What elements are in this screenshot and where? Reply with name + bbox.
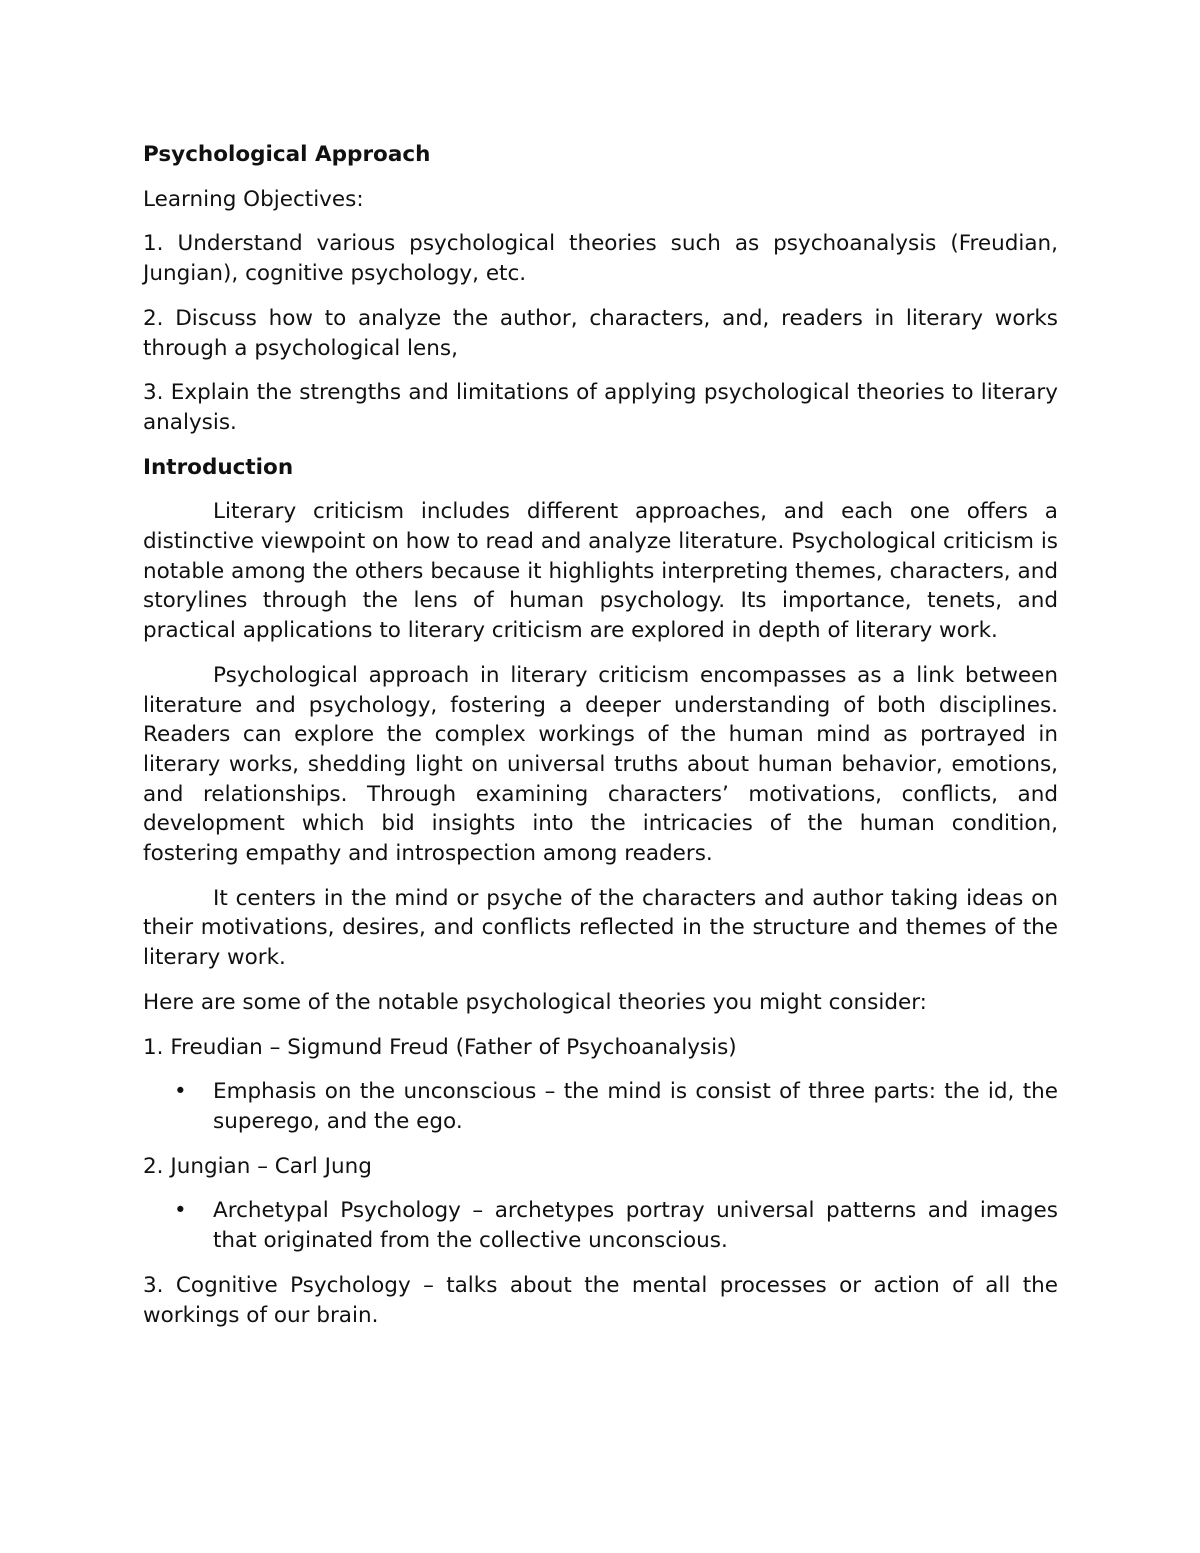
body-paragraph: It centers in the mind or psyche of the characters and author taking ideas on their motivations, desires, and conflicts reflected in the structure and themes of the literary work.: [143, 885, 1058, 971]
theory-cognitive: 3. Cognitive Psychology – talks about the mental processes or action of all the workings of our brain.: [143, 1272, 1058, 1328]
document-page: [143, 140, 1058, 1345]
bullet-list-item: [143, 1077, 1058, 1136]
theory-heading-freudian: 1. Freudian – Sigmund Freud (Father of Psychoanalysis): [143, 1034, 737, 1060]
theory-heading-jungian: 2. Jungian – Carl Jung: [143, 1153, 372, 1179]
objective-item: 3. Explain the strengths and limitations of applying psychological theories to literary analysis.: [143, 380, 1058, 435]
bullet-text: Archetypal Psychology – archetypes portray universal patterns and images that originated from the collective unconscious.: [213, 1198, 1058, 1254]
body-paragraph: Psychological approach in literary criticism encompasses as a link between literature and psychology, fostering a deeper understanding of both disciplines. Readers can explore the complex workings of the human mind as portrayed in literary works, shedding light on universal truths about human behavior, emotions, and relationships. Through examining characters’ motivations, conflicts, and development which bid insights into the intricacies of the human condition, fostering empathy and introspection among readers.: [143, 662, 1058, 867]
jungian-bullet-list: [143, 1196, 1058, 1255]
bullet-list-item: [143, 1196, 1058, 1255]
introduction-heading: Introduction: [143, 454, 294, 480]
body-paragraph: Literary criticism includes different approaches, and each one offers a distinctive viewpoint on how to read and analyze literature. Psychological criticism is notable among the others because it highlights interpreting themes, characters, and storylines through the lens of human psychology. Its importance, tenets, and practical applications to literary criticism are explored in depth of literary work.: [143, 499, 1058, 644]
objective-item: 1. Understand various psychological theories such as psychoanalysis (Freudian, Jungian), cognitive psychology, etc.: [143, 231, 1058, 287]
objectives-label: Learning Objectives:: [143, 186, 364, 212]
bullet-icon: •: [174, 1198, 187, 1224]
bullet-icon: •: [174, 1079, 187, 1105]
freudian-bullet-list: [143, 1077, 1058, 1136]
theories-intro: Here are some of the notable psychological theories you might consider:: [143, 989, 927, 1015]
bullet-text: Emphasis on the unconscious – the mind is consist of three parts: the id, the superego, and the ego.: [213, 1079, 1058, 1134]
objective-item: 2. Discuss how to analyze the author, characters, and, readers in literary works through a psychological lens,: [143, 305, 1058, 361]
document-title: Psychological Approach: [143, 142, 431, 167]
